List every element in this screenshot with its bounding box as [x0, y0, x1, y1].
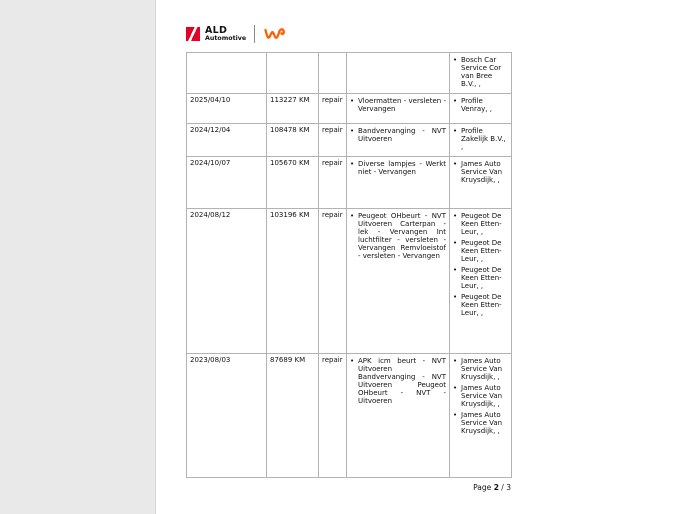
bullet-text: Bosch Car Service Cor van Bree B.V., , — [461, 56, 502, 88]
cell-date: 2024/10/07 — [187, 157, 267, 209]
bullet-text: Peugeot De Keen Etten-Leur, , — [461, 212, 502, 236]
bullet-icon: • — [453, 411, 458, 419]
cell-descriptions — [347, 209, 450, 354]
bullet-item — [350, 160, 446, 176]
bullet-icon: • — [350, 357, 355, 365]
cell-descriptions — [347, 124, 450, 157]
bullet-text: James Auto Service Van Kruysdijk, , — [461, 160, 503, 184]
ald-logo-text — [205, 26, 246, 42]
bullet-item — [453, 127, 508, 151]
bullet-text: Diverse lampjes - Werkt niet - Vervangen — [358, 160, 446, 176]
cell-date — [187, 53, 267, 94]
maintenance-table — [186, 52, 512, 478]
bullet-text: Profile Zakelijk B.V., , — [461, 127, 506, 151]
bullet-item — [350, 357, 446, 405]
bullet-icon: • — [350, 97, 355, 105]
bullet-icon: • — [350, 212, 355, 220]
cell-date: 2023/08/03 — [187, 354, 267, 478]
bullet-item — [453, 56, 508, 88]
bullet-text: Peugeot De Keen Etten-Leur, , — [461, 293, 502, 317]
cell-repair-type: repair — [319, 157, 347, 209]
cell-descriptions — [347, 157, 450, 209]
page-separator: / — [501, 483, 504, 492]
maintenance-table-body — [187, 53, 512, 478]
bullet-icon: • — [453, 56, 458, 64]
cell-km: 87689 KM — [267, 354, 319, 478]
page-current: 2 — [493, 483, 499, 492]
bullet-item — [453, 239, 508, 263]
bullet-item — [453, 212, 508, 236]
cell-providers — [450, 354, 512, 478]
brand-name: ALD — [205, 25, 228, 36]
bullet-item — [453, 160, 508, 184]
table-row — [187, 354, 512, 478]
cell-date: 2024/08/12 — [187, 209, 267, 354]
cell-date: 2024/12/04 — [187, 124, 267, 157]
bullet-text: Vloermatten - versleten - Vervangen — [358, 97, 446, 113]
bullet-icon: • — [453, 239, 458, 247]
ayvens-logo-icon — [263, 25, 289, 43]
bullet-text: James Auto Service Van Kruysdijk, , — [461, 384, 503, 408]
bullet-icon: • — [453, 266, 458, 274]
bullet-text: Peugeot De Keen Etten-Leur, , — [461, 266, 502, 290]
bullet-icon: • — [453, 293, 458, 301]
cell-descriptions — [347, 53, 450, 94]
bullet-item — [453, 293, 508, 317]
cell-providers — [450, 157, 512, 209]
bullet-icon: • — [350, 127, 355, 135]
bullet-item — [350, 212, 446, 260]
bullet-item — [453, 97, 508, 113]
table-wrap — [186, 52, 685, 478]
document-page — [155, 0, 685, 514]
bullet-text: Peugeot De Keen Etten-Leur, , — [461, 239, 502, 263]
cell-km: 113227 KM — [267, 94, 319, 124]
cell-repair-type: repair — [319, 94, 347, 124]
bullet-item — [453, 357, 508, 381]
cell-km: 103196 KM — [267, 209, 319, 354]
bullet-text: APK icm beurt - NVT Uitvoeren Bandvervanging - NVT Uitvoeren Peugeot OHbeurt - NVT - Uitvoeren — [358, 357, 446, 405]
table-row — [187, 53, 512, 94]
cell-descriptions — [347, 354, 450, 478]
bullet-item — [453, 411, 508, 435]
bullet-icon: • — [453, 212, 458, 220]
bullet-item — [453, 266, 508, 290]
ald-logo-icon — [186, 27, 200, 41]
bullet-item — [350, 97, 446, 113]
cell-date: 2025/04/10 — [187, 94, 267, 124]
table-row — [187, 94, 512, 124]
table-row — [187, 157, 512, 209]
ald-logo — [186, 26, 246, 42]
bullet-text: Peugeot OHbeurt - NVT Uitvoeren Carterpan - lek - Vervangen Int luchtfilter - versleten - Vervangen Remvloeistof - versleten - Vervangen — [358, 212, 446, 260]
brand-header — [156, 0, 685, 44]
bullet-text: James Auto Service Van Kruysdijk, , — [461, 357, 503, 381]
table-row — [187, 209, 512, 354]
bullet-text: James Auto Service Van Kruysdijk, , — [461, 411, 503, 435]
cell-repair-type: repair — [319, 124, 347, 157]
cell-repair-type — [319, 53, 347, 94]
bullet-icon: • — [350, 160, 355, 168]
cell-providers — [450, 53, 512, 94]
bullet-icon: • — [453, 97, 458, 105]
cell-descriptions — [347, 94, 450, 124]
bullet-icon: • — [453, 127, 458, 135]
cell-providers — [450, 94, 512, 124]
brand-subtitle: Automotive — [205, 35, 247, 42]
cell-repair-type: repair — [319, 209, 347, 354]
bullet-item — [453, 384, 508, 408]
bullet-text: Profile Venray, , — [461, 97, 492, 113]
bullet-icon: • — [453, 357, 458, 365]
cell-km: 105670 KM — [267, 157, 319, 209]
page-total: 3 — [506, 483, 511, 492]
page-label: Page — [473, 483, 492, 492]
cell-providers — [450, 209, 512, 354]
header-divider — [254, 25, 255, 43]
cell-repair-type: repair — [319, 354, 347, 478]
bullet-text: Bandvervanging - NVT Uitvoeren — [358, 127, 446, 143]
cell-providers — [450, 124, 512, 157]
cell-km — [267, 53, 319, 94]
bullet-icon: • — [453, 160, 458, 168]
bullet-item — [350, 127, 446, 143]
table-row — [187, 124, 512, 157]
bullet-icon: • — [453, 384, 458, 392]
page-footer — [186, 483, 511, 492]
cell-km: 108478 KM — [267, 124, 319, 157]
